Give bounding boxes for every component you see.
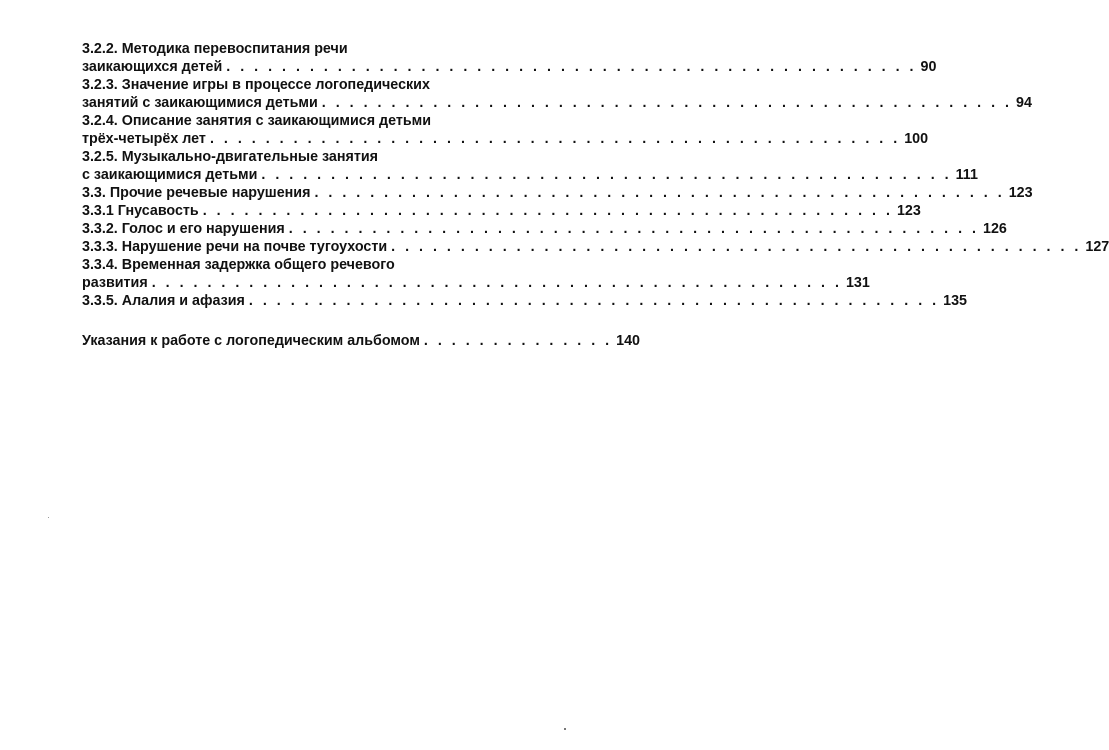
toc-entry xyxy=(82,238,1109,256)
toc-entry-page: 131 xyxy=(845,275,870,291)
dot-leader: . . . . . . . . . . . . . . . . . . . . . . . . . . . . . . . . . . . . . . . . . . . . . . . . . . xyxy=(226,59,917,75)
dot-leader: . . . . . . . . . . . . . . . . . . . . . . . . . . . . . . . . . . . . . . . . . . . . . . . . . . xyxy=(261,167,952,183)
dot-leader: . . . . . . . . . . . . . . . . . . . . . . . . . . . . . . . . . . . . . . . . . . . . . . . . . . xyxy=(288,221,980,237)
toc-entry-title-continued: заикающихся детей xyxy=(82,59,223,75)
toc-entry-title: 3.3.3. Нарушение речи на почве тугоухости xyxy=(82,239,388,255)
toc-entry xyxy=(82,112,929,148)
dot-leader: . . . . . . . . . . . . . . . . . . . . . . . . . . . . . . . . . . . . . . . . . . . . . . . . . . xyxy=(202,203,893,219)
toc-entry-title-line xyxy=(82,40,488,58)
toc-entry-title-continued: трёх-четырёх лет xyxy=(82,131,206,147)
toc-entry-title-continued: занятий с заикающимися детьми xyxy=(82,95,318,111)
toc-entry-last-line xyxy=(82,238,1109,256)
dot-leader: . . . . . . . . . . . . . . . . . . . . . . . . . . . . . . . . . . . . . . . . . . . . . . . . . . xyxy=(151,275,842,291)
dot-leader: . . . . . . . . . . . . . . . . . . . . . . . . . . . . . . . . . . . . . . . . . . . . . . . . . . xyxy=(321,95,1013,111)
toc-entry-last-line xyxy=(82,166,978,184)
toc-entry-page: 111 xyxy=(955,167,978,183)
toc-entry-last-line xyxy=(82,130,929,148)
toc-entry-title: 3.3.4. Временная задержка общего речевого xyxy=(82,257,395,273)
toc-entry-page: 140 xyxy=(616,333,641,349)
toc-entry-title-line xyxy=(82,256,488,274)
toc-entry-last-line xyxy=(82,58,937,76)
toc-entry xyxy=(82,292,967,310)
toc-entry-page: 94 xyxy=(1016,95,1032,111)
section-spacer xyxy=(82,310,488,332)
dot-leader: . . . . . . . . . . . . . . . . . . . . . . . . . . . . . . . . . . . . . . . . . . . . . . . . . . xyxy=(209,131,901,147)
toc-entry-page: 126 xyxy=(983,221,1007,237)
toc-entry-title: 3.3.1 Гнусавость xyxy=(82,203,199,219)
dot-leader: . . . . . . . . . . . . . . . . . . . . . . . . . . . . . . . . . . . . . . . . . . . . . . . . . . xyxy=(248,293,940,309)
toc-entry-last-line xyxy=(82,220,1007,238)
scan-speck xyxy=(48,517,49,518)
dot-leader: . . . . . . . . . . . . . . . . . . . . . . . . . . . . . . . . . . . . . . . . . . . . . . . . . . xyxy=(314,185,1005,201)
toc-entry-last-line xyxy=(82,274,870,292)
toc-entry-title-line xyxy=(82,112,488,130)
dot-leader: . . . . . . . . . . . . . . . . . . . . . . . . . . . . . . . . . . . . . . . . . . . . . . . . . . xyxy=(391,239,1082,255)
toc-entry-title: 3.2.5. Музыкально-двигательные занятия xyxy=(82,149,378,165)
toc-entry-closing xyxy=(82,332,641,350)
toc-entry xyxy=(82,76,1032,112)
dot-leader: . . . . . . . . . . . . . . xyxy=(423,333,613,349)
toc-entry-title: 3.2.4. Описание занятия с заикающимися детьми xyxy=(82,113,432,129)
toc-entry-last-line xyxy=(82,94,1032,112)
toc-entry xyxy=(82,220,1007,238)
toc-entry-last-line xyxy=(82,332,641,350)
toc-entry-title: 3.2.3. Значение игры в процессе логопедических xyxy=(82,77,430,93)
toc-entry xyxy=(82,256,870,292)
toc-entry-page: 135 xyxy=(943,293,967,309)
toc-entry-title-line xyxy=(82,148,488,166)
toc-entry-page: 123 xyxy=(896,203,921,219)
toc-entry-page: 127 xyxy=(1085,239,1109,255)
toc-entry-last-line xyxy=(82,202,921,220)
toc-entry-title: 3.3.5. Алалия и афазия xyxy=(82,293,245,309)
toc-entry xyxy=(82,202,921,220)
toc-entry-title-continued: с заикающимися детьми xyxy=(82,167,258,183)
toc-entry-last-line xyxy=(82,184,1033,202)
toc-entry-title-continued: развития xyxy=(82,275,148,291)
toc-entry xyxy=(82,40,937,76)
toc-entry xyxy=(82,148,978,184)
scan-mark xyxy=(564,728,566,730)
toc-entry-last-line xyxy=(82,292,967,310)
toc-entry-title-line xyxy=(82,76,488,94)
toc-entry-page: 100 xyxy=(904,131,929,147)
table-of-contents xyxy=(82,40,1109,350)
toc-entry-title: Указания к работе с логопедическим альбомом xyxy=(82,333,420,349)
toc-entry-page: 123 xyxy=(1008,185,1033,201)
toc-entry-title: 3.2.2. Методика перевоспитания речи xyxy=(82,41,348,57)
toc-entry-title: 3.3. Прочие речевые нарушения xyxy=(82,185,311,201)
toc-entry-page: 90 xyxy=(920,59,937,75)
toc-entry-title: 3.3.2. Голос и его нарушения xyxy=(82,221,285,237)
toc-entry xyxy=(82,184,1033,202)
